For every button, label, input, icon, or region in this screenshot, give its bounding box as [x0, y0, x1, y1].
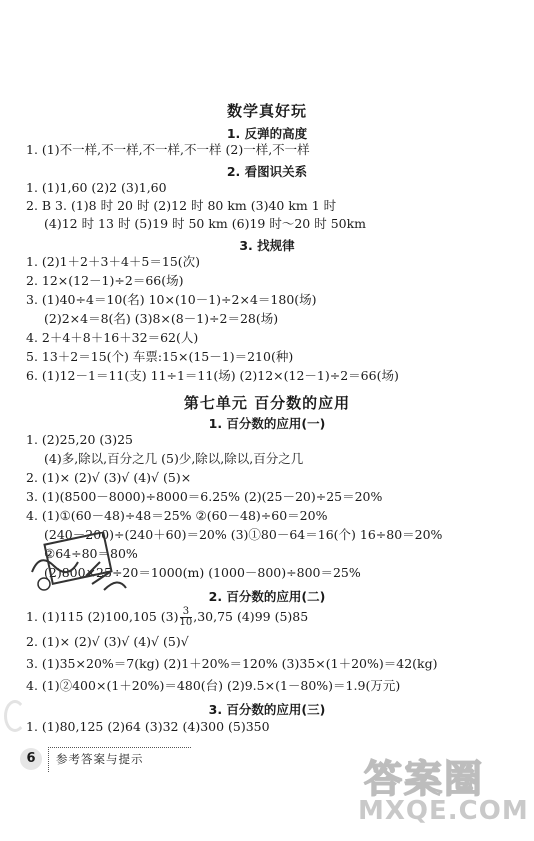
watermark-url: MXQE.COM [358, 796, 529, 826]
answer-line: 4. (1)①(60－48)÷48＝25% ②(60－48)÷60＝20% [26, 508, 328, 523]
section-heading-rebound: 1. 反弹的高度 [226, 126, 308, 141]
answer-line: 1. (2)25,20 (3)25 [26, 432, 133, 447]
page-footer [20, 748, 190, 772]
section-heading-percent-1: 1. 百分数的应用(一) [208, 416, 326, 431]
fraction [180, 607, 193, 628]
fraction-line-prefix: 1. (1)115 (2)100,105 (3) [26, 609, 179, 624]
answer-line: ②64÷80＝80% [44, 546, 138, 561]
answer-line: 3. (1)(8500－8000)÷8000＝6.25% (2)(25－20)÷25＝20% [26, 489, 383, 504]
answer-line: 1. (1)不一样,不一样,不一样,不一样 (2)一样,不一样 [26, 142, 310, 157]
section-heading-percent-3: 3. 百分数的应用(三) [208, 702, 326, 717]
answer-line: (2)800×25÷20＝1000(m) (1000－800)÷800＝25% [44, 565, 361, 580]
answer-line: 1. (1)80,125 (2)64 (3)32 (4)300 (5)350 [26, 719, 270, 734]
answer-line: (240－200)÷(240＋60)＝20% (3)①80－64＝16(个) 16÷80＝20% [44, 527, 443, 542]
site-watermark [358, 748, 528, 830]
section-heading-pattern: 3. 找规律 [239, 238, 295, 253]
answer-line: 5. 13＋2＝15(个) 车票:15×(15－1)＝210(种) [26, 349, 294, 364]
answer-line: 4. (1)②400×(1＋20%)＝480(台) (2)9.5×(1－80%)＝1.9(万元) [26, 678, 401, 693]
unit-title: 第七单元 百分数的应用 [183, 394, 351, 412]
answer-line: 2. (1)× (2)√ (3)√ (4)√ (5)× [26, 470, 192, 485]
answer-line-fraction [26, 607, 308, 628]
answer-line: 3. (1)35×20%＝7(kg) (2)1＋20%＝120% (3)35×(1＋20%)＝42(kg) [26, 656, 438, 671]
page-title: 数学真好玩 [226, 102, 307, 120]
answer-line: (2)2×4＝8(名) (3)8×(8－1)÷2＝28(场) [44, 311, 279, 326]
answer-line: 4. 2＋4＋8＋16＋32＝62(人) [26, 330, 199, 345]
stamp-watermark [26, 532, 136, 602]
answer-line: 2. B 3. (1)8 时 20 时 (2)12 时 80 km (3)40 km 1 时 [26, 198, 337, 213]
page-number: 6 [20, 748, 42, 770]
footer-text: 参考答案与提示 [56, 752, 144, 766]
watermark-logo: 答案圈 [364, 757, 485, 801]
decorative-swirl [4, 700, 26, 732]
section-heading-percent-2: 2. 百分数的应用(二) [208, 589, 326, 604]
answer-line: 6. (1)12－1＝11(支) 11÷1＝11(场) (2)12×(12－1)÷2＝66(场) [26, 368, 399, 383]
answer-line: 2. (1)× (2)√ (3)√ (4)√ (5)√ [26, 634, 189, 649]
answer-line: 2. 12×(12－1)÷2＝66(场) [26, 273, 184, 288]
fraction-denominator: 10 [179, 617, 193, 628]
fraction-numerator: 3 [180, 607, 193, 618]
section-heading-graph: 2. 看图识关系 [226, 164, 308, 179]
answer-line: 1. (1)1,60 (2)2 (3)1,60 [26, 180, 167, 195]
answer-line: 3. (1)40÷4＝10(名) 10×(10－1)÷2×4＝180(场) [26, 292, 317, 307]
fraction-line-suffix: ,30,75 (4)99 (5)85 [193, 609, 309, 624]
answer-line: 1. (2)1＋2＋3＋4＋5＝15(次) [26, 254, 201, 269]
answer-line: (4)12 时 13 时 (5)19 时 50 km (6)19 时～20 时 50km [44, 216, 367, 231]
answer-line: (4)多,除以,百分之几 (5)少,除以,除以,百分之几 [44, 451, 304, 466]
